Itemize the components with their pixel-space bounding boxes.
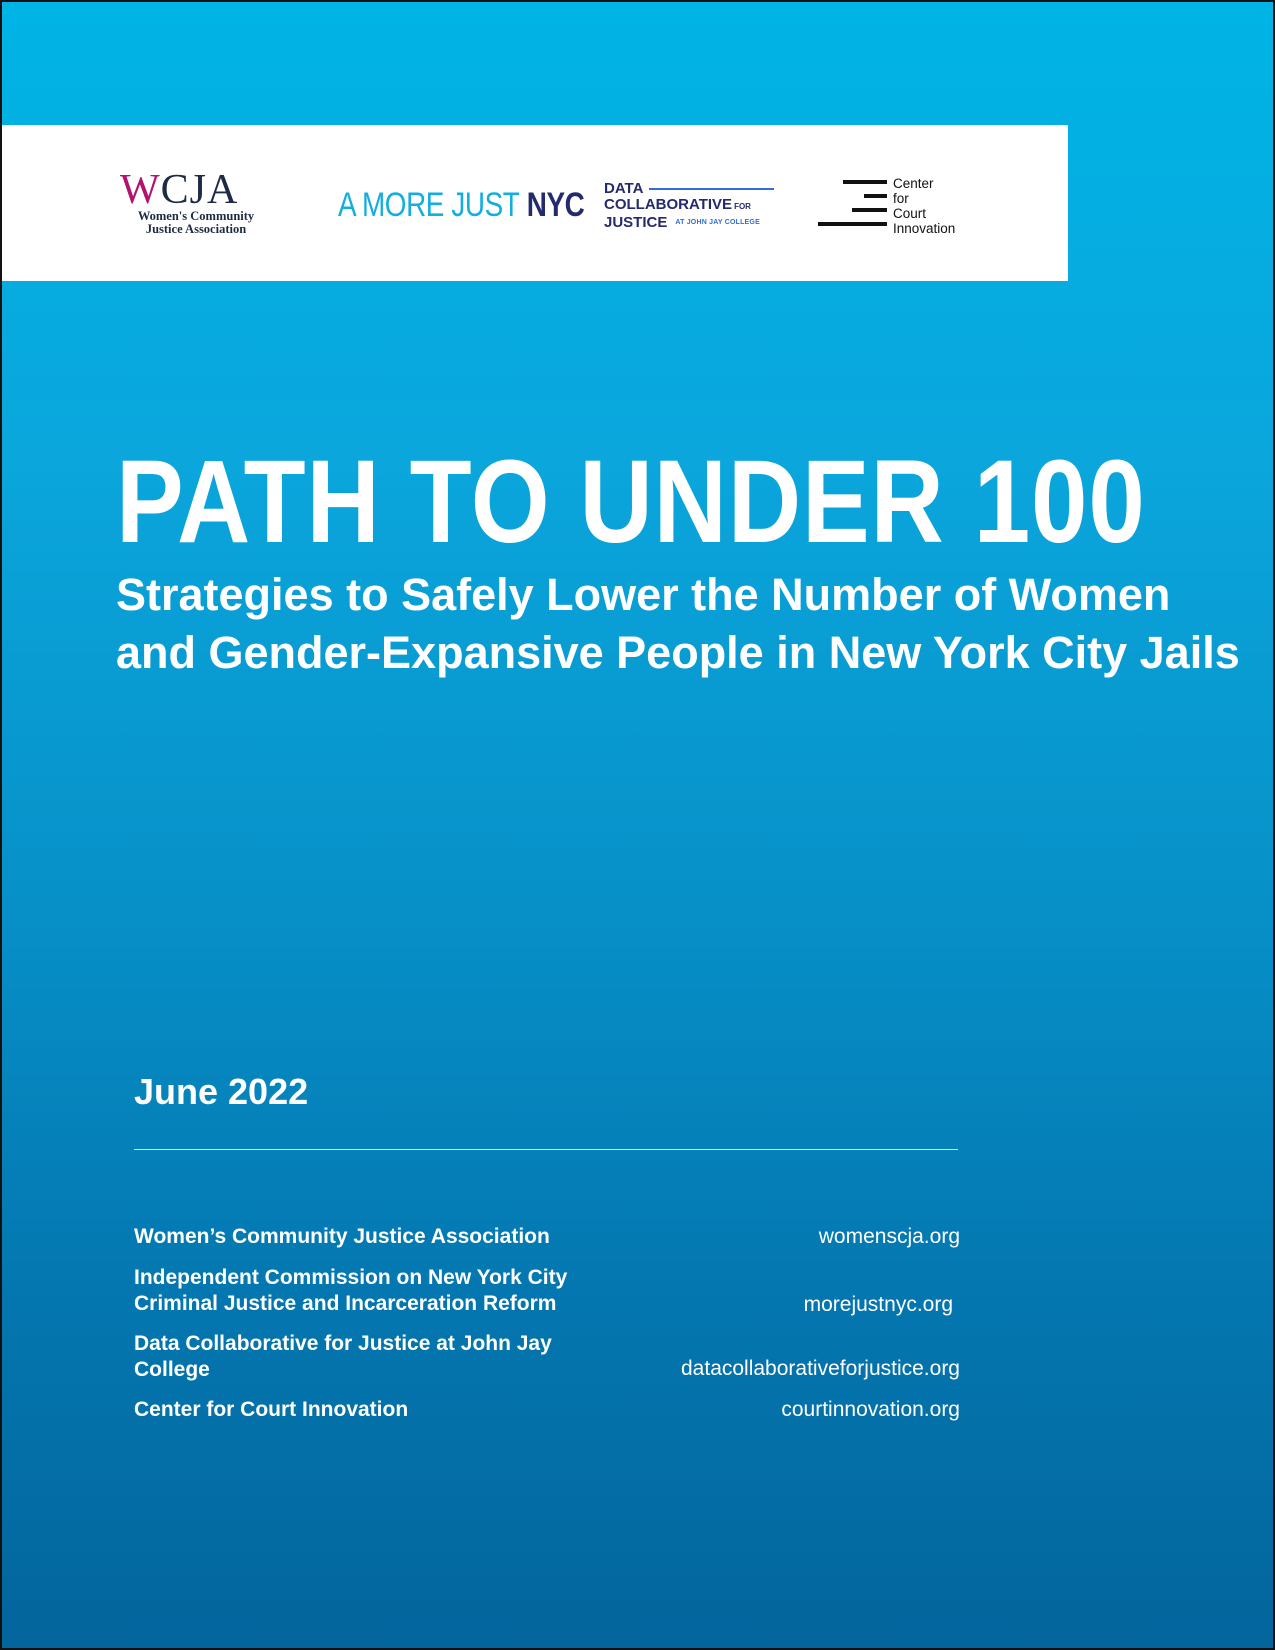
divider — [134, 1149, 958, 1150]
logo-bar-mark — [852, 208, 887, 212]
wcja-logo-mark: WCJA — [120, 167, 239, 213]
logo-rule — [649, 188, 774, 190]
wcja-logo — [120, 167, 280, 236]
publication-date: June 2022 — [134, 1071, 309, 1112]
data-collaborative-logo: DATA COLLABORATIVE FOR JUSTICE AT JOHN JAY COLLEGE — [604, 181, 774, 231]
logo-bar-mark — [864, 194, 887, 198]
wcja-logo-subtitle: Women's Community Justice Association — [137, 209, 255, 236]
organization-name: Independent Commission on New York City Criminal Justice and Incarceration Reform — [134, 1266, 568, 1315]
organization-url[interactable]: courtinnovation.org — [781, 1398, 960, 1421]
organization-name: Center for Court Innovation — [134, 1398, 409, 1421]
organization-url[interactable]: datacollaborativeforjustice.org — [681, 1357, 960, 1380]
organization-url[interactable]: morejustnyc.org — [803, 1293, 953, 1316]
report-title: PATH TO UNDER 100 — [116, 436, 1146, 568]
organization-name: Women’s Community Justice Association — [134, 1225, 550, 1248]
more-just-nyc-logo: A MORE JUST NYC — [338, 186, 585, 224]
organization-name: Data Collaborative for Justice at John Jay College — [134, 1332, 552, 1381]
center-for-court-innovation-logo — [818, 178, 978, 234]
logo-bar-mark — [843, 180, 887, 184]
cci-logo-text: Center for Court Innovation — [893, 176, 956, 236]
report-subtitle: Strategies to Safely Lower the Number of Women and Gender-Expansive People in New York City Jails — [116, 569, 1240, 678]
logo-bar-mark — [818, 222, 887, 226]
partner-logo-bar — [2, 125, 1068, 281]
organization-url[interactable]: womenscja.org — [818, 1225, 960, 1248]
